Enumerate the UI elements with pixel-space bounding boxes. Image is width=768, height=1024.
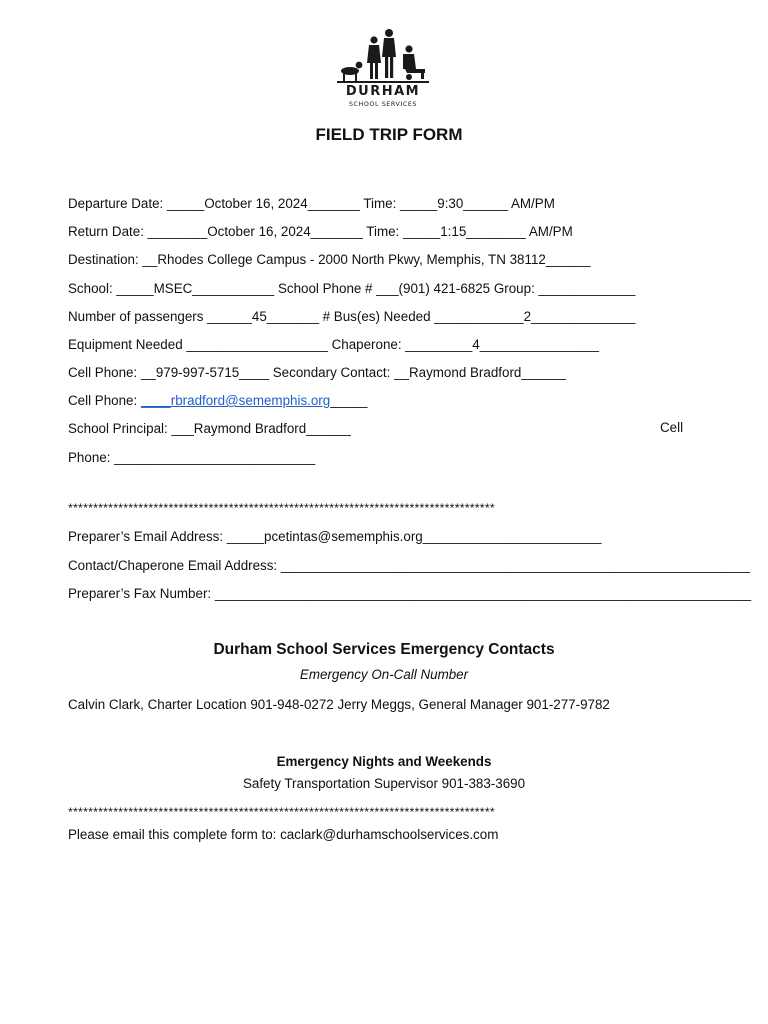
form-title: FIELD TRIP FORM [315, 125, 463, 144]
principal-line: School Principal: ___Raymond Bradford______ [68, 421, 351, 436]
emergency-contacts-line: Calvin Clark, Charter Location 901-948-0272 Jerry Meggs, General Manager 901-277-9782 [68, 697, 610, 712]
emergency-heading: Durham School Services Emergency Contacts [213, 641, 555, 658]
oncall-subheading: Emergency On-Call Number [299, 667, 469, 682]
logo-subtitle: SCHOOL SERVICES [348, 101, 418, 108]
principal-phone-line: Phone: ___________________________ [68, 450, 316, 465]
email-link-prefix[interactable]: ____ [140, 393, 171, 408]
destination-line: Destination: __Rhodes College Campus - 2000 North Pkwy, Memphis, TN 38112______ [68, 252, 591, 267]
contact-email-line: Contact/Chaperone Email Address: _______________________________________________________________ [68, 558, 751, 573]
equipment-line: Equipment Needed ___________________ Chaperone: _________4________________ [68, 337, 599, 352]
email-link-suffix: _____ [330, 393, 368, 408]
footer-instruction: Please email this complete form to: caclark@durhamschoolservices.com [68, 827, 499, 842]
cell-phone-line: Cell Phone: __979-997-5715____ Secondary Contact: __Raymond Bradford______ [68, 365, 567, 380]
cell-phone-label: Cell Phone: [68, 393, 141, 408]
departure-line: Departure Date: _____October 16, 2024_______ Time: _____9:30______ AM/PM [68, 196, 555, 211]
nights-weekends-heading: Emergency Nights and Weekends [276, 754, 492, 769]
preparer-email-line: Preparer’s Email Address: _____pcetintas@sememphis.org________________________ [68, 529, 602, 544]
passengers-line: Number of passengers ______45_______ # Bus(es) Needed ____________2______________ [68, 309, 636, 324]
principal-cell-label: Cell [660, 420, 684, 435]
school-line: School: _____MSEC___________ School Phone # ___(901) 421-6825 Group: _____________ [68, 281, 636, 296]
supervisor-line: Safety Transportation Supervisor 901-383-3690 [242, 776, 526, 791]
rbradford-email-link[interactable]: rbradford@sememphis.org [170, 393, 331, 408]
fax-line: Preparer’s Fax Number: ________________________________________________________________________ [68, 586, 752, 601]
school-figures-icon [333, 27, 433, 85]
separator-top: ************************************************************************************* [68, 501, 495, 515]
logo-company-name: DURHAM [345, 84, 421, 99]
return-line: Return Date: ________October 16, 2024_______ Time: _____1:15________ AM/PM [68, 224, 573, 239]
separator-bottom: ************************************************************************************* [68, 805, 495, 819]
cell-phone-email-line [68, 392, 367, 410]
durham-logo [333, 27, 433, 113]
